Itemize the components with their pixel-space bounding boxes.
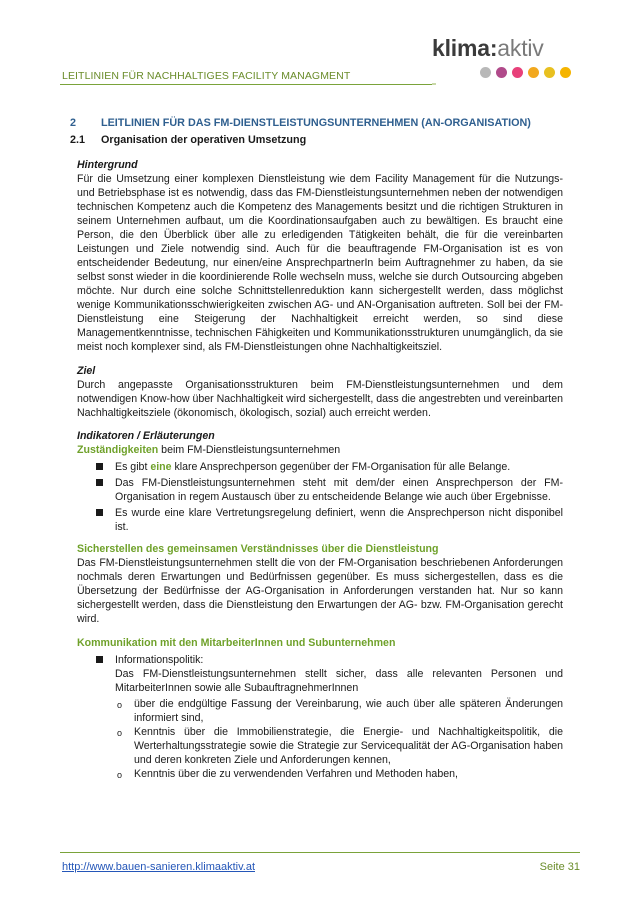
list-item (96, 653, 563, 695)
list-item (96, 476, 563, 504)
logo-dot (560, 67, 571, 78)
bullet-title: Informationspolitik: (115, 653, 204, 666)
bullet-text: Es gibt (115, 460, 151, 473)
bullet-text: Das FM-Dienstleistungsunternehmen stellt sicher, dass alle relevanten Personen und MitarbeiterInnen sowie alle SubauftragnehmerInnen (115, 667, 563, 694)
circle-bullet-icon: o (117, 727, 123, 738)
section-heading (70, 117, 563, 131)
ziel-paragraph: Durch angepasste Organisationsstrukturen beim FM-Dienstleistungsunternehmen und dem notwendigen Know-how über Nachhaltigkeit wird sichergestellt, dass die angestrebten und vereinbarten Nachhaltigkeitsziele (ökonomisch, ökologisch, sozial) auch erreicht werden. (77, 378, 563, 419)
subsection-heading (70, 133, 563, 147)
square-bullet-icon (96, 463, 103, 470)
circle-bullet-icon: o (117, 769, 123, 780)
list-item (96, 506, 563, 534)
indikatoren-heading: Indikatoren / Erläuterungen (77, 429, 215, 442)
kommunikation-heading: Kommunikation mit den MitarbeiterInnen und Subunternehmen (77, 636, 396, 649)
square-bullet-icon (96, 509, 103, 516)
hintergrund-paragraph: Für die Umsetzung einer komplexen Dienstleistung wie dem Facility Management für die Nutzungs- und Betriebsphase ist es notwendig, dass das FM-Dienstleistungsunternehmen neben der notwendigen technischen Kompetenz auch die Kompetenz des Managements besitzt und die richtigen Strukturen in seinem Unternehmen aufbaut, um die Koordinationsaufgaben auch zu bewältigen. Es braucht eine Person, die den Überblick über alle zu erledigenden Tätigkeiten behält, die für die vereinbarten Leistungen und Ziele notwendig sind. Auch für die beauftragende FM-Organisation ist es von entscheidender Bedeutung, nur einen/eine AnsprechpartnerIn beim Auftragnehmer zu haben, da sie selbst sonst wieder in die koordinierende Rolle wechseln muss, welche sie durch Outsourcing abgeben möchte. Nur durch eine solche Schnittstellenreduktion kann sichergestellt werden, dass möglichst wenige Kommunikationsschwierigkeiten zwischen AG- und AN-Organisation auftreten. Soll bei der FM-Dienstleistung eine Steigerung der Nachhaltigkeit erreicht werden, so sind diese Managementkenntnisse, technischen Fähigkeiten und Kommunikationsstrukturen unumgänglich, da sie meist noch komplexer sind, als FM-Dienstleistungen ohne Nachhaltigkeitsziel. (77, 172, 563, 353)
footer-divider (60, 852, 580, 853)
logo-dot (528, 67, 539, 78)
subsection-title: Organisation der operativen Umsetzung (101, 133, 307, 146)
page-number: Seite 31 (539, 861, 580, 873)
logo-light-text: aktiv (497, 35, 544, 61)
sublist-text: Kenntnis über die Immobilienstrategie, die Energie- und Nachhaltigkeitspolitik, die Werterhaltungsstrategie sowie die Strategie zur Servicequalität der AG-Organisation haben und deren konkreten Ziele und Anforderungen kennen, (134, 725, 563, 766)
bullet-text: Es wurde eine klare Vertretungsregelung definiert, wenn die Ansprechperson nicht disponibel ist. (115, 506, 563, 533)
kommunikation-list (96, 653, 563, 695)
sublist-text: Kenntnis über die zu verwendenden Verfahren und Methoden haben, (134, 767, 458, 780)
logo-dot (496, 67, 507, 78)
hintergrund-heading: Hintergrund (77, 158, 138, 171)
sublist-text: über die endgültige Fassung der Vereinbarung, wie auch über alle späteren Änderungen informiert sind, (134, 697, 563, 724)
zustaendigkeiten-list (96, 460, 563, 534)
kommunikation-sublist (115, 697, 563, 781)
header-divider (60, 84, 432, 85)
zustaendigkeiten-line (77, 443, 563, 457)
logo-wordmark (432, 36, 582, 60)
bullet-text: klare Ansprechperson gegenüber der FM-Organisation für alle Belange. (171, 460, 511, 473)
document-body (70, 117, 563, 781)
footer-website-link[interactable]: http://www.bauen-sanieren.klimaaktiv.at (62, 861, 255, 873)
square-bullet-icon (96, 656, 103, 663)
section-title: LEITLINIEN FÜR DAS FM-DIENSTLEISTUNGSUNTERNEHMEN (AN-ORGANISATION) (101, 117, 531, 129)
sublist-item (115, 697, 563, 725)
bullet-text: Das FM-Dienstleistungsunternehmen steht mit dem/der einen Ansprechperson der FM-Organisation in regem Austausch über zu entscheidende Belange wie auch über Ergebnisse. (115, 476, 563, 503)
square-bullet-icon (96, 479, 103, 486)
verstaendnis-paragraph: Das FM-Dienstleistungsunternehmen stellt die von der FM-Organisation beschriebenen Anforderungen nochmals deren Erwartungen und Bedürfnissen gegenüber. Es muss sichergestellen, dass es die Übersetzung der Bedürfnisse der AG-Organisation in Anforderungen verstanden hat. Nur so kann sichergestellt werden, dass die Dienstleistung den Erwartungen der AG- bzw. FM-Organisation gerecht wird. (77, 556, 563, 625)
section-number: 2 (70, 117, 77, 129)
header-title: LEITLINIEN FÜR NACHHALTIGES FACILITY MANAGMENT (62, 70, 351, 82)
logo-dot (512, 67, 523, 78)
subsection-number: 2.1 (70, 133, 86, 146)
logo-dot (544, 67, 555, 78)
logo-dot (480, 67, 491, 78)
zustaendigkeiten-label: Zuständigkeiten (77, 443, 159, 456)
zustaendigkeiten-rest: beim FM-Dienstleistungsunternehmen (158, 443, 341, 456)
list-item (96, 460, 563, 474)
bullet-emphasis: eine (150, 460, 172, 473)
klimaaktiv-logo (432, 36, 582, 84)
sublist-item (115, 725, 563, 767)
logo-bold-text: klima (432, 35, 490, 61)
sublist-item (115, 767, 563, 781)
logo-dots (480, 67, 571, 78)
verstaendnis-heading: Sicherstellen des gemeinsamen Verständnisses über die Dienstleistung (77, 542, 439, 555)
logo-colon: : (489, 35, 498, 61)
ziel-heading: Ziel (77, 364, 96, 377)
circle-bullet-icon: o (117, 699, 123, 710)
